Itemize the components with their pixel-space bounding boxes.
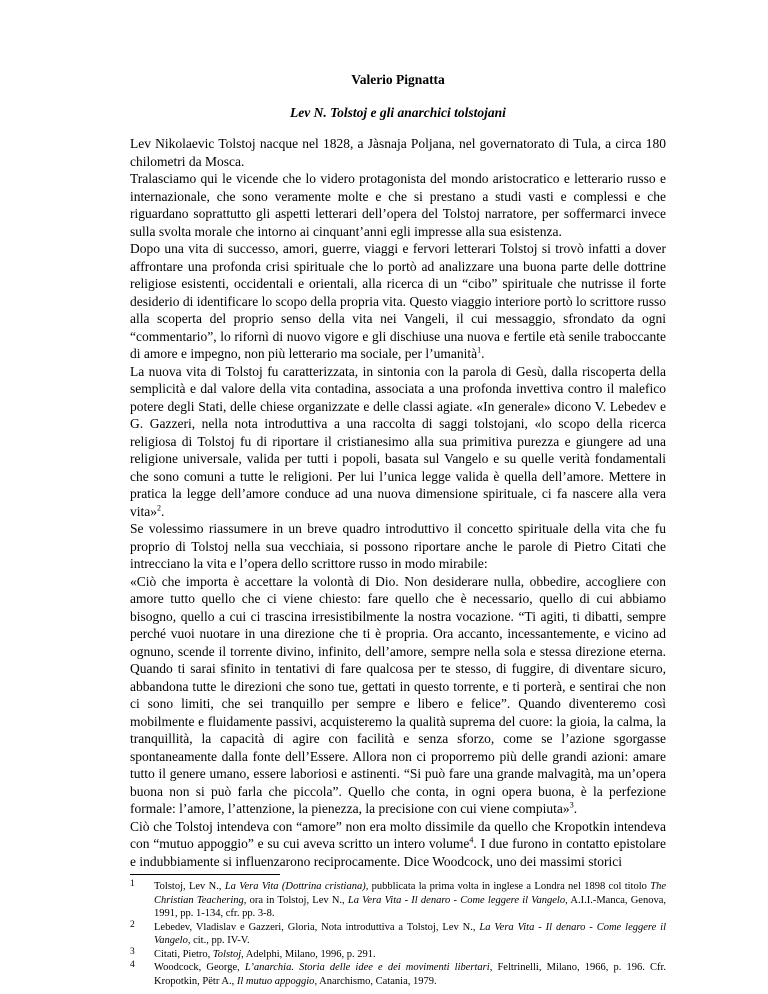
paragraph-6-text: «Ciò che importa è accettare la volontà di Dio. Non desiderare nulla, obbedire, accogliere con amore tutto quello che ci viene chiesto: fare quello che è necessario, quello di cui abbiamo bisogno, quello a cui ci trascina irresistibilmente la nostra vocazione. “Ti agiti, ti dibatti, sempre perché vuoi nuotare in una direzione che ti è propria. Ora accanto, incessantemente, e vicino ad ognuno, scende il torrente divino, infinito, dell’amore, sempre nella sola e stessa direzione eterna. Quando ti sarai sfinito in tentativi di fare qualcosa per te stesso, di fuggire, di diventare sicuro, abbandona tutte le direzioni che sono tue, gettati in questo torrente, e ti porterà, e sentirai che non ci sono limiti, che sei tranquillo per sempre e libero e felice”. Quando diventeremo così mobilmente e fluidamente passivi, acquisteremo la qualità suprema del cuore: la gioia, la calma, la tranquillità, la capacità di agire con facilità e senza sforzo, come se l’azione sgorgasse spontaneamente dalla fonte dell’Essere. Allora non ci proporremo più delle grandi azioni: amare tutto il genere umano, essere laboriosi e astinenti. “Si può fare una grande malvagità, ma un’opera buona non si può farla che piccola”. Quello che conta, in ogni opera buona, è la perfezione formale: l’amore, l’attenzione, la pienezza, la precisione con cui viene compiuta» (130, 573, 666, 816)
footnote-separator (130, 874, 280, 875)
footnote-1 (130, 880, 666, 921)
footnote-text-part: Tolstoj, Lev N., (154, 881, 225, 892)
footnote-number: 2 (130, 919, 135, 930)
footnotes (130, 880, 666, 988)
paragraph-1: Lev Nikolaevic Tolstoj nacque nel 1828, a Jàsnaja Poljana, nel governatorato di Tula, a circa 180 chilometri da Mosca. (130, 136, 666, 169)
footnote-ref-3[interactable]: 3 (569, 800, 574, 810)
footnote-title-italic: La Vera Vita (Dottrina cristiana) (224, 881, 366, 892)
footnote-title-italic: La Vera Vita - Il denaro - Come leggere il Vangelo (347, 894, 566, 906)
paragraph-5: Se volessimo riassumere in un breve quadro introduttivo il concetto spirituale della vita che fu proprio di Tolstoj nella sua vecchiaia, si possono riportare anche le parole di Pietro Citati che intrecciano la vita e l’opera dello scrittore russo in modo mirabile: (130, 521, 666, 571)
footnote-ref-2[interactable]: 2 (157, 503, 161, 512)
footnote-text-part: , pubblicata la prima volta in inglese a Londra nel 1898 col titolo (365, 881, 651, 892)
footnote-text-part: , ora in Tolstoj, Lev N., (243, 894, 348, 906)
footnote-text-part: , Adelphi, Milano, 1996, p. 291. (241, 948, 376, 960)
footnote-ref-4[interactable]: 4 (469, 835, 474, 845)
footnote-text-part: Woodcock, George, (154, 962, 245, 973)
author-name: Valerio Pignatta (351, 72, 445, 87)
footnote-text-part: , Anarchismo, Catania, 1979. (314, 975, 437, 987)
footnote-number: 1 (130, 879, 135, 889)
footnote-ref-1[interactable]: 1 (477, 345, 482, 355)
footnote-3 (130, 948, 666, 962)
paragraph-4 (130, 363, 666, 521)
article-body (130, 135, 666, 870)
footnote-title-italic: Il mutuo appoggio (236, 975, 315, 987)
footnote-title-italic: The Christian Teachering (154, 881, 666, 906)
footnote-text-part: , cit., pp. IV-V. (187, 935, 250, 946)
paragraph-7-text-a: Ciò che Tolstoj intendeva con “amore” non era molto dissimile da quello che Kropotkin intendeva con “mutuo appoggio” e su cui aveva scritto un intero volume (130, 818, 666, 851)
footnote-4 (130, 961, 666, 988)
paragraph-7 (130, 818, 666, 871)
paragraph-4-text: La nuova vita di Tolstoj fu caratterizzata, in sintonia con la parola di Gesù, dalla riscoperta della semplicità e dal valore della vita contadina, associata a una profonda invettiva contro il malefico potere degli Stati, delle chiese organizzate e delle classi agiate. «In generale» dicono V. Lebedev e G. Gazzeri, nella nota introduttiva a una raccolta di saggi tolstojani, «lo scopo della ricerca religiosa di Tolstoj fu di riportare il cristianesimo alla sua primitiva purezza e giungere ad una religione universale, valida per tutti i popoli, basata sul Vangelo e su quelle verità fondamentali che sono comuni a tutte le religioni. Per lui l’unica legge valida è quella dell’amore. Mettere in pratica la legge dell’amore conduce ad una nuova dimensione spirituale, ci fa nascere alla vera vita» (130, 363, 666, 519)
paragraph-7-text-b: . I due furono in contatto epistolare e indubbiamente si influenzarono reciprocamente. Dice Woodcock, uno dei massimi storici (130, 836, 666, 869)
footnote-text (154, 880, 666, 921)
paragraph-3 (130, 240, 666, 363)
footnote-text-part: , Feltrinelli, Milano, 1966, p. 196. Cfr. Kropotkin, Pëtr A., (154, 962, 667, 987)
footnote-text (154, 921, 666, 948)
footnote-title-italic: Tolstoj (212, 948, 242, 960)
footnote-number: 4 (130, 960, 135, 970)
paragraph-6-end: . (573, 801, 578, 816)
paragraph-3-text: Dopo una vita di successo, amori, guerre, viaggi e fervori letterari Tolstoj si trovò infatti a dover affrontare una profonda crisi spirituale che lo portò ad analizzare una buona parte delle dottrine religiose esistenti, occidentali e orientali, alla ricerca di un “cibo” spirituale che nutrisse il forte desiderio di identificare lo scopo della propria vita. Questo viaggio interiore portò lo scrittore russo alla scoperta del proprio senso della vita nei Vangeli, il cui messaggio, sfrondato da ogni “commentario”, lo rifornì di nuovo vigore e gli dischiuse una nuova e fertile età senile traboccante di amore e impegno, non più letterario ma sociale, per l’umanità (130, 241, 666, 361)
paragraph-6-quote (130, 573, 666, 818)
document-page (130, 60, 666, 988)
paragraph-2: Tralasciamo qui le vicende che lo videro protagonista del mondo aristocratico e letterario russo e internazionale, che sono veramente molte e che si prestano a studi vasti e complessi e che riguardano soprattutto gli aspetti letterari dell’opera del Tolstoj narratore, per soffermarci invece sulla svolta morale che intorno ai cinquant’anni egli impresse alla sua esistenza. (130, 171, 666, 239)
paragraph-3-end: . (481, 346, 485, 361)
footnote-title-italic: La Vera Vita - Il denaro - Come leggere il Vangelo (154, 921, 667, 946)
footnote-2 (130, 921, 666, 948)
footnote-number: 3 (130, 946, 135, 957)
footnote-text (154, 948, 666, 962)
footnote-text-part: Citati, Pietro, (154, 948, 213, 960)
paragraph-4-end: . (161, 503, 165, 519)
footnote-text-part: Lebedev, Vladislav e Gazzeri, Gloria, Nota introduttiva a Tolstoj, Lev N., (154, 921, 480, 933)
article-title: Lev N. Tolstoj e gli anarchici tolstojani (290, 105, 506, 120)
footnote-text-part: , A.I.I.-Manca, Genova, 1991, pp. 1-134, cfr. pp. 3-8. (154, 894, 667, 919)
footnote-title-italic: L’anarchia. Storia delle idee e dei movimenti libertari (244, 962, 490, 973)
footnote-text (154, 961, 666, 988)
